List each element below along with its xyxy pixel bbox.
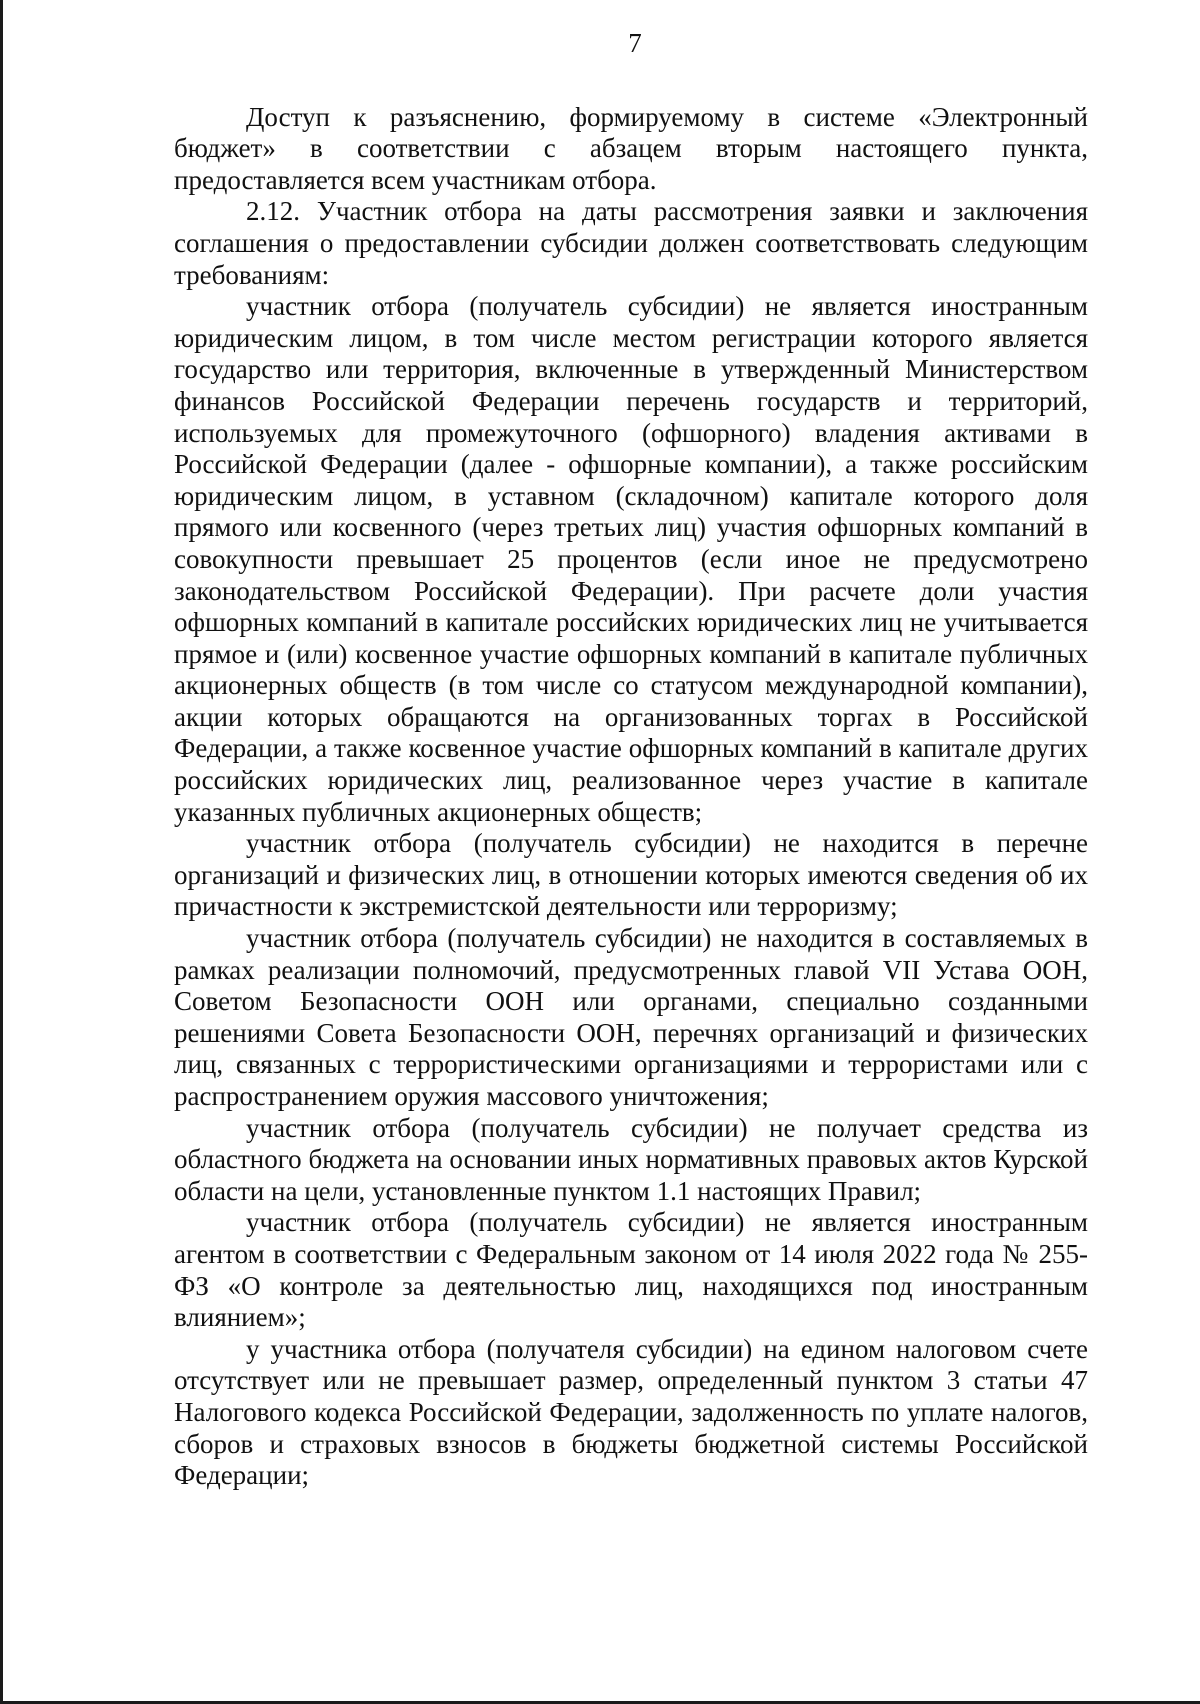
document-page (174, 28, 1088, 1492)
paragraph-requirement-extremism: участник отбора (получатель субсидии) не находится в перечне организаций и физических лиц, в отношении которых имеются сведения об их причастности к экстремистской деятельности или терроризму; (174, 828, 1088, 922)
paragraph-requirement-tax-debt: у участника отбора (получателя субсидии) на едином налоговом счете отсутствует или не превышает размер, определенный пунктом 3 статьи 47 Налогового кодекса Российской Федерации, задолженность по уплате налогов, сборов и страховых взносов в бюджеты бюджетной системы Российской Федерации; (174, 1333, 1088, 1491)
paragraph-requirement-offshore: участник отбора (получатель субсидии) не является иностранным юридическим лицом, в том числе местом регистрации которого является государство или территория, включенные в утвержденный Министерством финансов Российской Федерации перечень государств и территорий, используемых для промежуточного (офшорного) владения активами в Российской Федерации (далее - офшорные компании), а также российским юридическим лицом, в уставном (складочном) капитале которого доля прямого или косвенного (через третьих лиц) участия офшорных компаний в совокупности превышает 25 процентов (если иное не предусмотрено законодательством Российской Федерации). При расчете доли участия офшорных компаний в капитале российских юридических лиц не учитывается прямое и (или) косвенное участие офшорных компаний в капитале публичных акционерных обществ (в том числе со статусом международной компании), акции которых обращаются на организованных торгах в Российской Федерации, а также косвенное участие офшорных компаний в капитале других российских юридических лиц, реализованное через участие в капитале указанных публичных акционерных обществ; (174, 291, 1088, 827)
document-body (174, 102, 1088, 1492)
paragraph-2-12-intro: 2.12. Участник отбора на даты рассмотрения заявки и заключения соглашения о предоставлении субсидии должен соответствовать следующим требованиям: (174, 196, 1088, 290)
paragraph-requirement-foreign-agent: участник отбора (получатель субсидии) не является иностранным агентом в соответствии с Федеральным законом от 14 июля 2022 года № 255-ФЗ «О контроле за деятельностью лиц, находящихся под иностранным влиянием»; (174, 1207, 1088, 1333)
paragraph-explanation-access: Доступ к разъяснению, формируемому в системе «Электронный бюджет» в соответствии с абзацем вторым настоящего пункта, предоставляется всем участникам отбора. (174, 101, 1088, 195)
paragraph-requirement-un-sanctions: участник отбора (получатель субсидии) не находится в составляемых в рамках реализации полномочий, предусмотренных главой VII Устава ООН, Советом Безопасности ООН или органами, специально созданными решениями Совета Безопасности ООН, перечнях организаций и физических лиц, связанных с террористическими организациями и террористами или с распространением оружия массового уничтожения; (174, 923, 1088, 1111)
page-number: 7 (628, 28, 642, 58)
scan-edge-left (0, 0, 3, 1704)
paragraph-requirement-regional-budget: участник отбора (получатель субсидии) не получает средства из областного бюджета на основании иных нормативных правовых актов Курской области на цели, установленные пунктом 1.1 настоящих Правил; (174, 1112, 1088, 1206)
